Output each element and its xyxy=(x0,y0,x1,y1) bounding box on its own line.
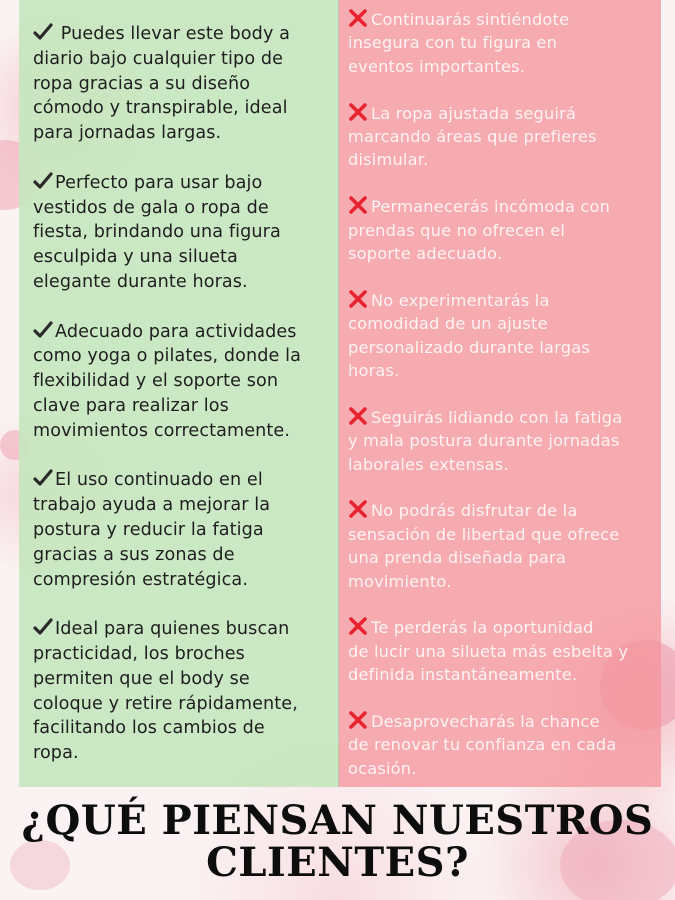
drawback-item xyxy=(348,195,655,265)
benefits-column xyxy=(19,0,339,787)
benefit-item xyxy=(33,320,330,444)
drawback-text: No experimentarás la comodidad de un ajuste personalizado durante largas horas. xyxy=(348,290,590,381)
drawbacks-column xyxy=(339,0,661,787)
check-icon xyxy=(33,469,53,487)
drawback-text: Continuarás sintiéndote insegura con tu figura en eventos importantes. xyxy=(348,10,570,76)
benefit-text: Ideal para quienes buscan practicidad, los broches permiten que el body se coloque y retire rápidamente, facilitando los cambios de ropa. xyxy=(33,619,298,764)
benefit-item xyxy=(33,617,330,766)
drawback-text: Permanecerás incómoda con prendas que no ofrecen el soporte adecuado. xyxy=(348,197,611,264)
cross-icon xyxy=(348,617,368,635)
drawback-text: Te perderás la oportunidad de lucir una silueta más esbelta y definida instantáneamente. xyxy=(348,618,629,685)
drawback-text: Desaprovecharás la chance de renovar tu confianza en cada ocasión. xyxy=(348,712,617,778)
check-icon xyxy=(33,172,53,190)
drawback-text: Seguirás lidiando con la fatiga y mala postura durante jornadas laborales extensas. xyxy=(348,407,623,474)
drawback-item xyxy=(348,616,655,686)
cross-icon xyxy=(348,9,368,27)
benefit-text: Puedes llevar este body a diario bajo cualquier tipo de ropa gracias a su diseño cómodo y transpirable, ideal para jornadas largas. xyxy=(33,24,291,144)
cross-icon xyxy=(348,103,368,121)
cross-icon xyxy=(348,711,368,729)
benefit-text: Perfecto para usar bajo vestidos de gala o ropa de fiesta, brindando una figura esculpida y una silueta elegante durante horas. xyxy=(33,172,281,292)
heading-line-2: CLIENTES? xyxy=(206,839,469,886)
heading-line-1: ¿QUÉ PIENSAN NUESTROS xyxy=(21,797,654,844)
cross-icon xyxy=(348,407,368,425)
cross-icon xyxy=(348,290,368,308)
cross-icon xyxy=(348,500,368,518)
drawback-text: La ropa ajustada seguirá marcando áreas que prefieres disimular. xyxy=(348,103,597,170)
drawback-item xyxy=(348,499,655,593)
comparison-columns xyxy=(19,0,661,787)
check-icon xyxy=(33,321,53,339)
section-heading xyxy=(0,797,675,886)
drawback-item xyxy=(348,289,655,383)
benefit-item xyxy=(33,171,330,295)
benefit-item xyxy=(33,22,330,146)
benefit-text: El uso continuado en el trabajo ayuda a mejorar la postura y reducir la fatiga gracias a sus zonas de compresión estratégica. xyxy=(33,470,271,590)
drawback-item xyxy=(348,8,655,78)
check-icon xyxy=(33,23,53,41)
cross-icon xyxy=(348,196,368,214)
drawback-item xyxy=(348,406,655,476)
drawback-item xyxy=(348,710,655,780)
check-icon xyxy=(33,618,53,636)
drawback-item xyxy=(348,102,655,172)
drawback-text: No podrás disfrutar de la sensación de libertad que ofrece una prenda diseñada para movimiento. xyxy=(348,501,620,591)
benefit-item xyxy=(33,468,330,592)
benefit-text: Adecuado para actividades como yoga o pilates, donde la flexibilidad y el soporte son clave para realizar los movimientos correctamente. xyxy=(33,321,302,441)
